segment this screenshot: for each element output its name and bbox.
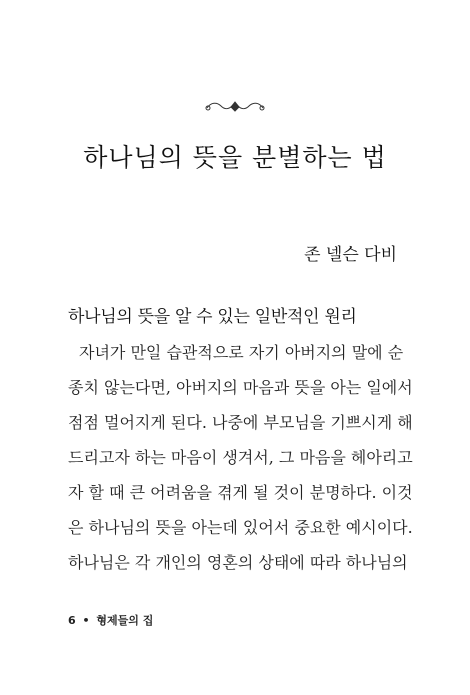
body-line: 하나님은 각 개인의 영혼의 상태에 따라 하나님의 <box>68 553 408 572</box>
author-name: 존 넬슨 다비 <box>304 245 397 265</box>
section-heading: 하나님의 뜻을 알 수 있는 일반적인 원리 <box>68 307 357 327</box>
body-line: 자 할 때 큰 어려움을 겪게 될 것이 분명하다. 이것 <box>68 483 413 502</box>
book-title: 형제들의 집 <box>96 614 154 627</box>
footer-separator: • <box>82 614 90 627</box>
page-footer <box>68 612 156 628</box>
body-line: 은 하나님의 뜻을 아는데 있어서 중요한 예시이다. <box>68 518 413 537</box>
body-line: 드리고자 하는 마음이 생겨서, 그 마음을 헤아리고 <box>68 448 413 467</box>
body-line: 점점 멀어지게 된다. 나중에 부모님을 기쁘시게 해 <box>68 413 413 432</box>
body-line: 자녀가 만일 습관적으로 자기 아버지의 말에 순 <box>79 343 404 362</box>
title-ornament-icon <box>0 98 470 117</box>
chapter-title: 하나님의 뜻을 분별하는 법 <box>83 143 387 172</box>
page-number: 6 <box>68 614 76 627</box>
body-line: 종치 않는다면, 아버지의 마음과 뜻을 아는 일에서 <box>68 378 413 397</box>
